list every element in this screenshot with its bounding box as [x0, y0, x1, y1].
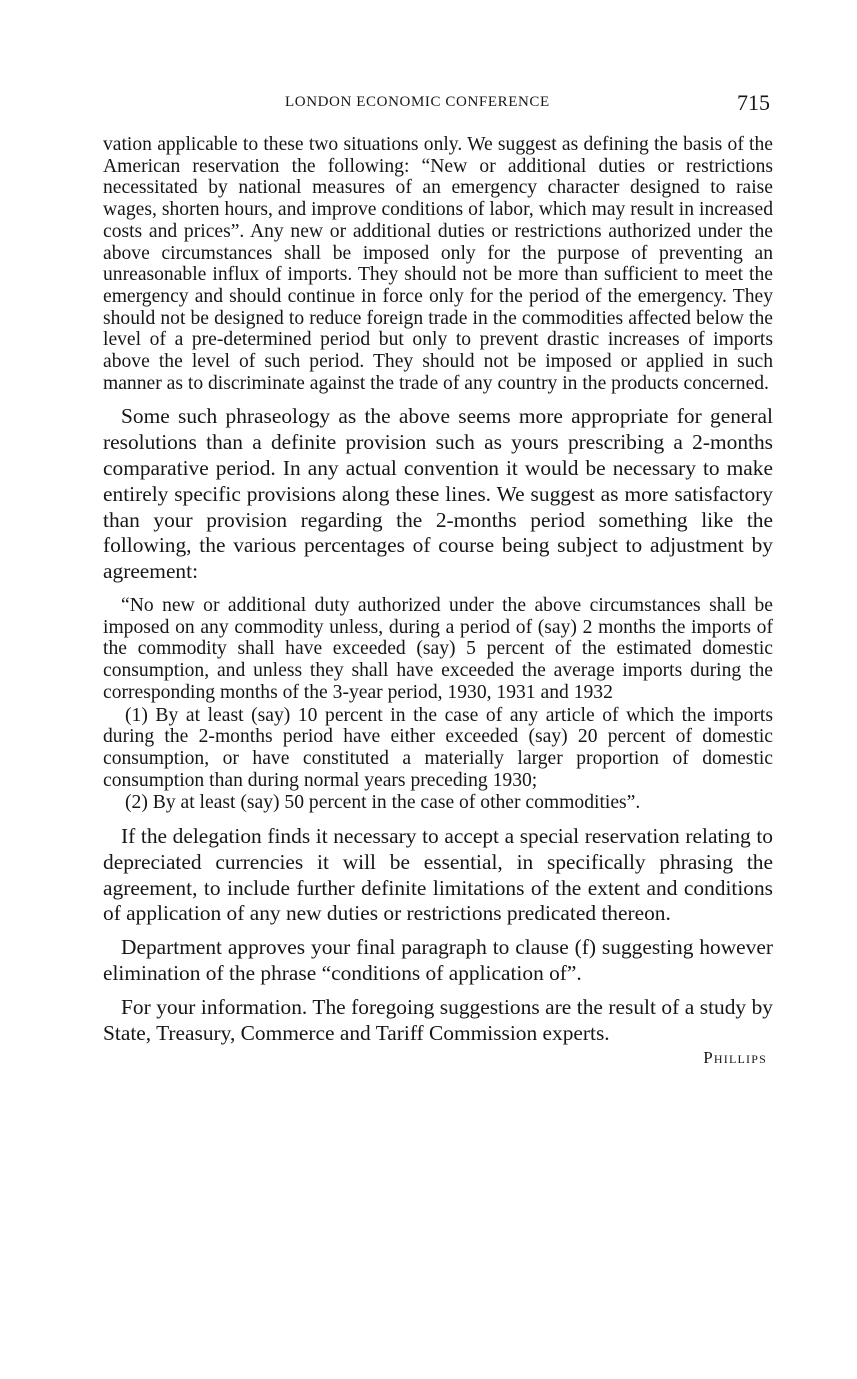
body-text	[103, 134, 773, 1068]
clause-1: (1) By at least (say) 10 percent in the case of any article of which the imports during the 2-months period have either exceeded (say) 20 percent of domestic consumption, or have constituted a materially larger proportion of domestic consumption than during normal years preceding 1930;	[103, 704, 773, 791]
quoted-provision	[103, 595, 773, 814]
signature	[103, 1048, 773, 1068]
quote-intro: “No new or additional duty authorized under the above circumstances shall be imposed on any commodity unless, during a period of (say) 2 months the imports of the commodity shall have exceeded (say) 5 percent of the estimated domestic consumption, and unless they shall have exceeded the average imports during the corresponding months of the 3-year period, 1930, 1931 and 1932	[103, 595, 773, 703]
page-header	[0, 90, 857, 120]
page-number: 715	[737, 90, 770, 115]
clause-2: (2) By at least (say) 50 percent in the case of other commodities”.	[125, 792, 641, 814]
paragraph-phraseology: Some such phraseology as the above seems more appropriate for general resolutions than a definite provision such as yours prescribing a 2-months comparative period. In any actual convention it would be necessary to make entirely specific provisions along these lines. We suggest as more satisfactory than your provision regarding the 2-months period something like the following, the various percentages of course being subject to adjustment by agreement:	[103, 404, 773, 584]
running-title: LONDON ECONOMIC CONFERENCE	[285, 94, 550, 110]
paragraph-depreciated-currencies: If the delegation finds it necessary to accept a special reservation relating to depreciated currencies it will be essential, in specifically phrasing the agreement, to include further definite limitations of the extent and conditions of application of any new duties or restrictions predicated thereon.	[103, 824, 773, 926]
signature-name: Phillips	[703, 1048, 767, 1068]
paragraph-department-approves: Department approves your final paragraph to clause (f) suggesting however elimination of the phrase “conditions of application of”.	[103, 935, 773, 986]
paragraph-for-information: For your information. The foregoing suggestions are the result of a study by State, Treasury, Commerce and Tariff Commission experts.	[103, 994, 773, 1045]
paragraph-continuation: vation applicable to these two situations only. We suggest as defining the basis of the American reservation the following: “New or additional duties or restrictions necessitated by national measures of an emergency character designed to raise wages, shorten hours, and improve conditions of labor, which may result in increased costs and prices”. Any new or additional duties or restrictions authorized under the above circumstances shall be imposed only for the purpose of preventing an unreasonable influx of imports. They should not be more than sufficient to meet the emergency and should continue in force only for the period of the emergency. They should not be designed to reduce foreign trade in the commodities affected below the level of a pre-determined period but only to prevent drastic increases of imports above the level of such period. They should not be imposed or applied in such manner as to discriminate against the trade of any country in the products concerned.	[103, 134, 773, 394]
